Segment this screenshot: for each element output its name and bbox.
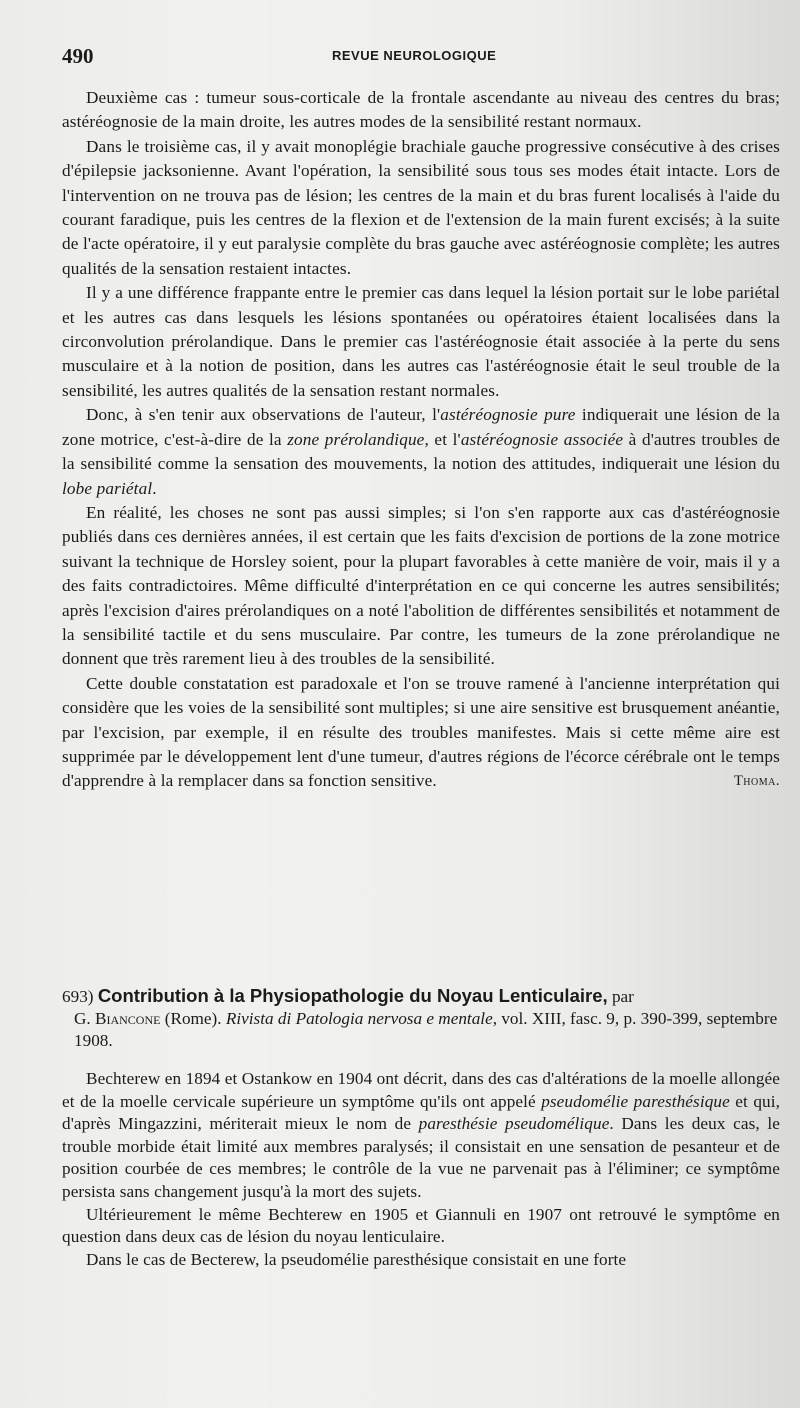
paragraph: Cette double constatation est paradoxale et l'on se trouve ramené à l'ancienne interprétation qui considère que les voies de la sensibilité sont multiples; si une aire sensitive est brusquement anéantie, par l'excision, par exemple, il en résulte des troubles manifestes. Mais si cette même aire est supprimée par le développement lent d'une tumeur, d'autres régions de l'écorce cérébrale ont le temps d'apprendre à la remplacer dans sa fonction sensitive. Thoma. [62,672,780,794]
reference-by: par [611,987,634,1006]
paragraph: Dans le troisième cas, il y avait monoplégie brachiale gauche progressive consécutive à des crises d'épilepsie jacksonienne. Avant l'opération, la sensibilité sous tous ses modes était intacte. Lors de l'intervention on ne trouva pas de lésion; les centres de la main et du bras furent localisés à l'aide du courant faradique, puis les centres de la flexion et de l'extension de la main furent excisés; à la suite de l'acte opératoire, il y eut paralysie complète du bras gauche avec astéréognosie complète; les autres qualités de la sensation restaient intactes. [62,136,780,278]
paragraph: En réalité, les choses ne sont pas aussi simples; si l'on s'en rapporte aux cas d'astéréognosie publiés dans ces dernières années, il est certain que les faits d'excision de portions de la zone motrice suivant la technique de Horsley soient, pour la plupart favorables à cette manière de voir, mais il y a des faits contradictoires. Même difficulté d'interprétation en ce qui concerne les autres sensibilités; après l'excision d'aires prérolandiques on a noté l'abolition de différentes sensibilités et notamment de la sensibilité tactile et du sens musculaire. Par contre, les tumeurs de la zone prérolandique ne donnent que très rarement lieu à des troubles de la sensibilité. [62,502,780,669]
paragraph: Donc, à s'en tenir aux observations de l'auteur, l'astéréognosie pure indiquerait une lésion de la zone motrice, c'est-à-dire de la zone prérolandique, et l'astéréognosie associée à d'autres troubles de la sensibilité comme la sensation des mouvements, la notion des attitudes, indiquerait une lésion du lobe pariétal. [62,405,780,498]
reference-number: 693) [62,987,94,1006]
author-signature: Thoma. [733,773,780,790]
review-body [62,1068,780,1271]
italic-term: lobe pariétal [62,478,153,498]
reference-heading [62,985,780,1008]
reference-author: G. Biancone [74,1009,161,1028]
italic-term: astéréognosie associée [460,429,624,449]
reference-title: Contribution à la Physiopathologie du Noyau Lenticulaire, [97,985,608,1006]
italic-term: zone prérolandique [287,429,425,449]
italic-term: paresthésie pseudomélique [418,1114,610,1134]
bibliographic-reference [62,985,780,1052]
paragraph: Ultérieurement le même Bechterew en 1905 et Giannuli en 1907 ont retrouvé le symptôme en question dans deux cas de lésion du noyau lenticulaire. [62,1204,780,1247]
italic-term: pseudomélie paresthésique [541,1091,730,1111]
reference-journal: Rivista di Patologia nervosa e mentale [225,1009,493,1028]
paragraph: Bechterew en 1894 et Ostankow en 1904 ont décrit, dans des cas d'altérations de la moelle allongée et de la moelle cervicale supérieure un symptôme qu'ils ont appelé pseudomélie paresthésique et qui, d'après Mingazzini, mériterait mieux le nom de paresthésie pseudomélique. Dans les deux cas, le trouble morbide était limité aux membres paralysés; il consistait en une sensation de pesanteur et de position courbée de ces membres; le contrôle de la vue ne parvenait pas à l'éliminer; ce symptôme persista sans changement jusqu'à la mort des sujets. [62,1069,780,1201]
article-body [62,86,780,794]
running-title: REVUE NEUROLOGIQUE [332,48,497,63]
paragraph: Il y a une différence frappante entre le premier cas dans lequel la lésion portait sur le lobe pariétal et les autres cas dans lesquels les lésions spontanées ou opératoires étaient localisées dans la circonvolution prérolandique. Dans le premier cas l'astéréognosie était associée à la perte du sens musculaire et à la notion de position, dans les autres cas l'astéréognosie était le seul trouble de la sensibilité, les autres qualités de la sensation restant normales. [62,283,780,400]
italic-term: astéréognosie pure [440,405,576,425]
page-number: 490 [62,44,94,68]
reference-source: G. Biancone (Rome). Rivista di Patologia nervosa e mentale, vol. XIII, fasc. 9, p. 390-399, septembre 1908. [74,1009,778,1050]
paragraph: Dans le cas de Becterew, la pseudomélie paresthésique consistait en une forte [86,1249,627,1269]
paragraph: Deuxième cas : tumeur sous-corticale de la frontale ascendante au niveau des centres du bras; astéréognosie de la main droite, les autres modes de la sensibilité restant normaux. [62,88,780,132]
page-header [62,44,762,69]
